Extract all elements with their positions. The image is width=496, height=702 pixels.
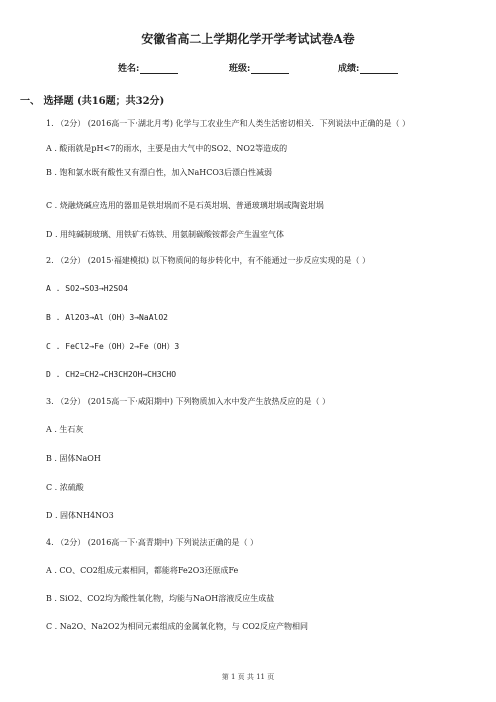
option-c: C . Na2O、Na2O2为相同元素组成的金属氧化物，与 CO2反应产物相同 (46, 622, 308, 631)
class-blank (251, 64, 289, 74)
question-stem: 3. （2分） (2015高一下·咸阳期中) 下列物质加入水中发产生放热反应的是（ ） (46, 397, 331, 406)
question-stem: 1. （2分） (2016高一下·湖北月考) 化学与工农业生产和人类生活密切相关．下列说法中正确的是（ ） (46, 119, 411, 128)
name-blank (140, 64, 178, 74)
option-c: C . 浓硫酸 (46, 483, 84, 492)
option-d: D . 固体NH4NO3 (46, 511, 114, 520)
option-b: B . 饱和氯水既有酸性又有漂白性，加入NaHCO3后漂白性减弱 (46, 168, 273, 177)
option-a: A . 生石灰 (46, 425, 84, 434)
option-d: D . CH2=CH2→CH3CH2OH→CH3CHO (46, 370, 177, 379)
option-c: C . FeCl2→Fe（OH）2→Fe（OH）3 (46, 342, 180, 351)
question-stem: 4. （2分） (2016高一下·高青期中) 下列说法正确的是（ ） (46, 538, 259, 547)
class-field (229, 61, 289, 74)
page-footer: 第 1 页 共 11 页 (221, 673, 275, 681)
name-label: 姓名: (118, 64, 140, 74)
option-b: B . Al2O3→Al（OH）3→NaAlO2 (46, 313, 168, 322)
score-blank (360, 64, 398, 74)
option-b: B . SiO2、CO2均为酸性氧化物，均能与NaOH溶液反应生成盐 (46, 594, 275, 603)
option-b: B . 固体NaOH (46, 454, 101, 463)
class-label: 班级: (229, 64, 251, 74)
score-field (338, 61, 398, 74)
score-label: 成绩: (338, 64, 360, 74)
option-d: D . 用纯碱制玻璃、用铁矿石炼铁、用氨制碳酸铵都会产生温室气体 (46, 230, 285, 239)
option-a: A . 酸雨就是pH<7的雨水，主要是由大气中的SO2、NO2等造成的 (46, 144, 288, 153)
question-stem: 2. （2分） (2015·福建模拟) 以下物质间的每步转化中，有不能通过一步反应实现的是（ ） (46, 256, 371, 265)
option-a: A . CO、CO2组成元素相同，都能将Fe2O3还原成Fe (46, 566, 239, 575)
option-a: A . SO2→SO3→H2SO4 (46, 284, 128, 293)
name-field (118, 61, 178, 74)
section-heading: 一、 选择题 (共16题；共32分) (20, 96, 165, 107)
option-c: C . 烧融烧碱应选用的器皿是铁坩埚而不是石英坩埚、普通玻璃坩埚或陶瓷坩埚 (46, 201, 324, 210)
page-title: 安徽省高二上学期化学开学考试试卷A卷 (141, 32, 355, 46)
